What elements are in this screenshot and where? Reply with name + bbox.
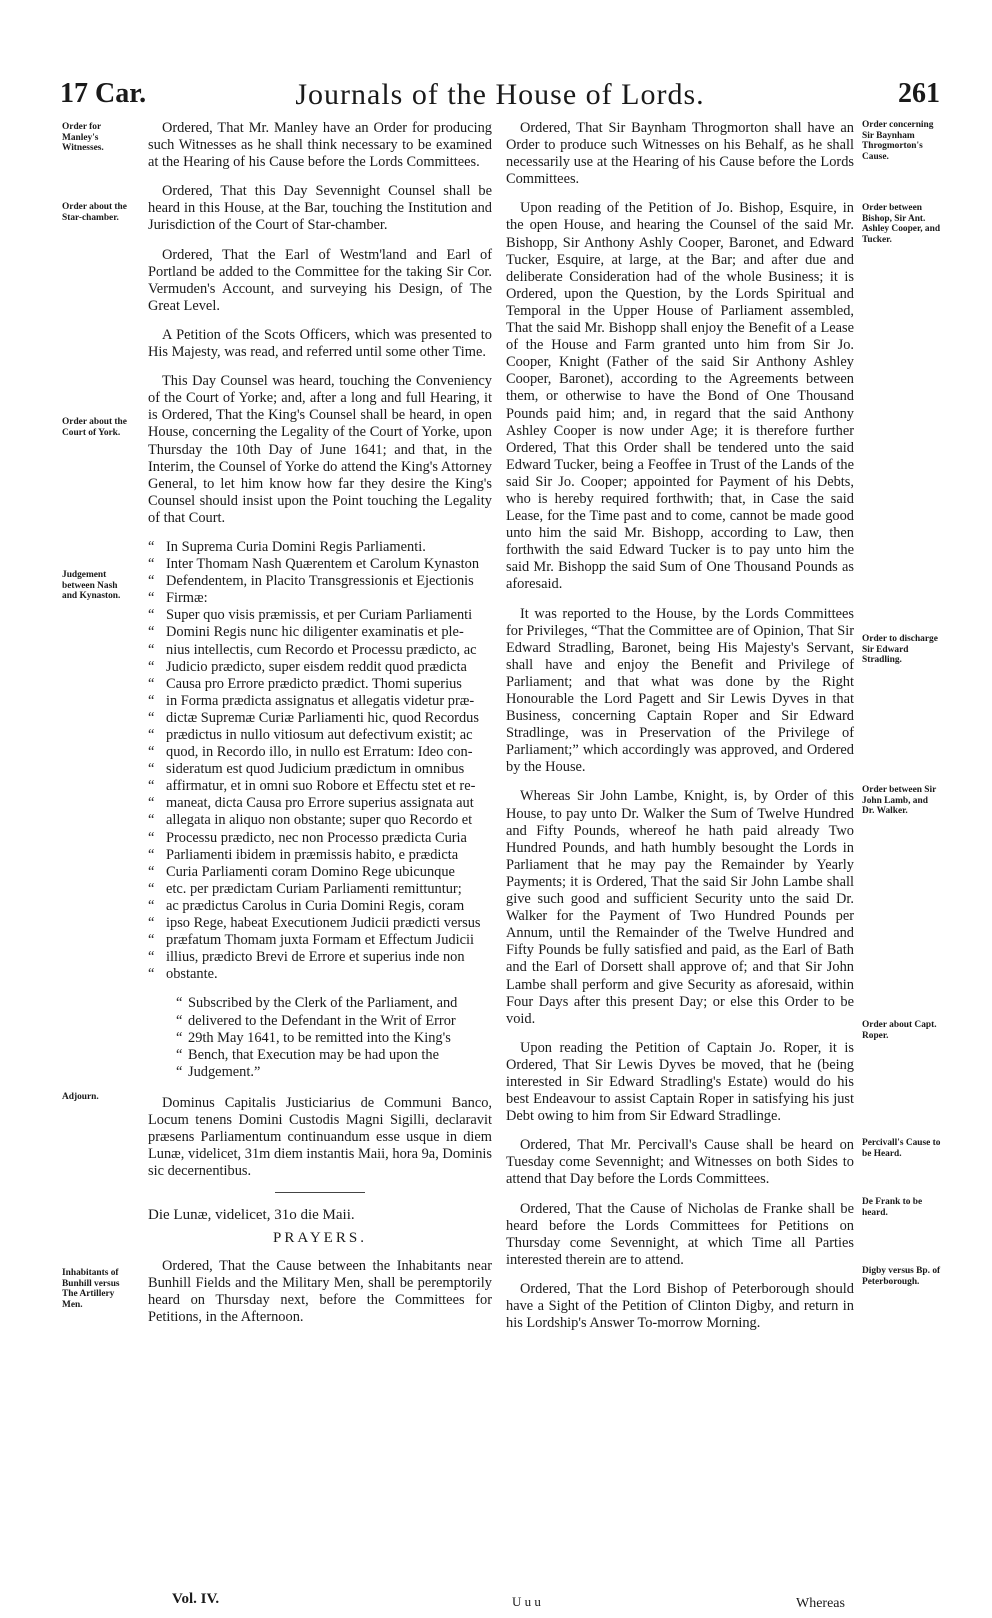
- latin-line: “ maneat, dicta Causa pro Errore superius assignata aut: [148, 795, 492, 812]
- subscribed-line: “ Subscribed by the Clerk of the Parliament, and: [176, 995, 492, 1012]
- latin-line: “ in Forma prædicta assignatus et allegatis videtur præ-: [148, 693, 492, 710]
- catchword: Whereas: [796, 1596, 845, 1611]
- latin-line: “ illius, prædicto Brevi de Errore et superius inde non: [148, 949, 492, 966]
- order-de-franke: Ordered, That the Cause of Nicholas de Franke shall be heard before the Lords Committees for Petitions on Thursday come Sevennight, at which Time all Parties interested therein are to attend.: [506, 1200, 854, 1268]
- margin-note-lambe-walker: Order between Sir John Lamb, and Dr. Walker.: [862, 785, 937, 817]
- die-heading-text: Die Lunæ, videlicet, 31o die Maii.: [148, 1207, 355, 1224]
- latin-line: “ præfatum Thomam juxta Formam et Effectum Judicii: [148, 932, 492, 949]
- latin-line: “ nius intellectis, cum Recordo et Processu prædicto, ac: [148, 642, 492, 659]
- order-digby: Ordered, That the Lord Bishop of Peterborough should have a Sight of the Petition of Clinton Digby, and return in his Lordship's Answer To-morrow Morning.: [506, 1280, 854, 1332]
- order-bishop: Upon reading of the Petition of Jo. Bishop, Esquire, in the open House, and hearing the Counsel of the said Mr. Bishopp, Sir Anthony Ashly Cooper, Baronet, and Edward Tucker, Esquire, at large, at the Bar; and after due and deliberate Consideration had of the whole Business; it is Ordered, upon the Question, by the Lords Spiritual and Temporal in the Upper House of Parliament assembled, That the said Mr. Bishopp shall enjoy the Benefit of a Lease of the House and Farm granted unto him from Sir Jo. Cooper, Knight (Father of the said Sir Anthony Ashley Cooper, Baronet), according to the Agreements between them, or otherwise to have the Bond of One Thousand Pounds paid him; and, in regard that the said Anthony Ashley Cooper is now under Age; it is therefore further Ordered, That this Order shall be tendered unto the said Edward Tucker, being a Feoffee in Trust of the Lands of the said Sir Jo. Cooper; appointed for Payment of his Debts, who is hereby required forthwith; that, in Case the said Lease, for the Time past and to come, cannot be made good unto him the said Mr. Bishopp, according to Law, then forthwith the said Edward Tucker is to pay unto him the said Mr. Bishopp the said Sum of One Thousand Pounds as aforesaid.: [506, 200, 854, 593]
- margin-note-star-chamber: Order about the Star-chamber.: [62, 202, 127, 223]
- subscribed-note: [148, 995, 492, 1080]
- report-stradling: It was reported to the House, by the Lords Committees for Privileges, “That the Committee are of Opinion, That Sir Edward Stradling, Baronet, being His Majesty's Servant, shall have and enjoy the Benefit and Privilege of Parliament; and that what was done by the Right Honourable the Lord Pagett and Sir Lewis Dyves in that Business, concerning Captain Roper and Sir Edward Stradlinge, was in Preservation of the Privilege of Parliament;” which accordingly was approved, and Ordered by the House.: [506, 605, 854, 776]
- margin-note-manley: Order for Manley's Witnesses.: [62, 122, 104, 154]
- margin-note-court-of-york: Order about the Court of York.: [62, 417, 127, 438]
- latin-line: “ affirmatur, et in omni suo Robore et Effectu stet et re-: [148, 778, 492, 795]
- page-number: 261: [898, 78, 940, 109]
- subscribed-line: “ Bench, that Execution may be had upon the: [176, 1047, 492, 1064]
- latin-line: “ allegata in aliquo non obstante; super quo Recordo et: [148, 812, 492, 829]
- order-lambe: Whereas Sir John Lambe, Knight, is, by Order of this House, to pay unto Dr. Walker the Sum of Twelve Hundred and Fifty Pounds, whereof he hath paid already Two Hundred Pounds, and hath humbly besought the Lords in Parliament that he may pay the Remainder by Yearly Payments; it is Ordered, That the said Sir John Lambe shall give such good and sufficient Security unto the said Dr. Walker for the Payment of Two Hundred Pounds per Annum, until the Remainder of the Twelve Hundred and Fifty Pounds be fully satisfied and paid, as the Earl of Bath and the Earl of Dorsett shall approve of; and that Sir John Lambe shall perform and give Security as aforesaid, within Four Days after this present Day; or else this Order to be void.: [506, 788, 854, 1027]
- signature-mark: U u u: [512, 1594, 541, 1609]
- latin-line: “ sideratum est quod Judicium prædictum in omnibus: [148, 761, 492, 778]
- adjournment-latin: Dominus Capitalis Justiciarius de Communi Banco, Locum tenens Domini Custodis Magni Sigilli, declaravit præsens Parliamentum continuandum esse usque in diem Lunæ, videlicet, 31m diem instantis Maii, hora 9a, Dominis sic decernentibus.: [148, 1094, 492, 1180]
- latin-line: “ obstante.: [148, 966, 492, 983]
- subscribed-line: “ delivered to the Defendant in the Writ of Error: [176, 1013, 492, 1030]
- latin-judgement: [148, 539, 492, 983]
- regnal-year: 17 Car.: [60, 78, 147, 109]
- latin-line: “ Defendentem, in Placito Transgressionis et Ejectionis: [148, 573, 492, 590]
- latin-line: “ Causa pro Errore prædicto prædict. Thomi superius: [148, 676, 492, 693]
- prayers-heading: PRAYERS.: [273, 1230, 367, 1247]
- latin-line: “ prædictus in nullo vitiosum aut defectivum existit; ac: [148, 727, 492, 744]
- right-column: [506, 120, 854, 1344]
- order-throgmorton: Ordered, That Sir Baynham Throgmorton shall have an Order to produce such Witnesses on his Behalf, as he shall necessarily use at the Hearing of his Cause before the Lords Committees.: [506, 120, 854, 188]
- latin-line: “ Firmæ:: [148, 590, 492, 607]
- subscribed-line: “ Judgement.”: [176, 1064, 492, 1081]
- section-divider: [275, 1192, 365, 1193]
- margin-note-bunhill: Inhabitants of Bunhill versus The Artillery Men.: [62, 1268, 120, 1310]
- order-star-chamber: Ordered, That this Day Sevennight Counsel shall be heard in this House, at the Bar, touching the Institution and Jurisdiction of the Court of Star-chamber.: [148, 183, 492, 234]
- order-portland: Ordered, That the Earl of Westm'land and Earl of Portland be added to the Committee for the taking Sir Cor. Vermuden's Account, and surveying his Design, of The Great Level.: [148, 246, 492, 314]
- latin-line: “ Domini Regis nunc hic diligenter examinatis et ple-: [148, 624, 492, 641]
- margin-note-adjourn: Adjourn.: [62, 1092, 99, 1102]
- margin-note-roper: Order about Capt. Roper.: [862, 1020, 937, 1041]
- margin-note-stradling: Order to discharge Sir Edward Stradling.: [862, 634, 938, 666]
- margin-note-throgmorton: Order concerning Sir Baynham Throgmorton's Cause.: [862, 120, 934, 162]
- scots-officers-petition: A Petition of the Scots Officers, which was presented to His Majesty, was read, and referred until some other Time.: [148, 326, 492, 361]
- latin-line: “ In Suprema Curia Domini Regis Parliamenti.: [148, 539, 492, 556]
- latin-line: “ Super quo visis præmissis, et per Curiam Parliamenti: [148, 607, 492, 624]
- order-bunhill: Ordered, That the Cause between the Inhabitants near Bunhill Fields and the Military Men, shall be peremptorily heard on Thursday next, before the Committees for Petitions, in the Afternoon.: [148, 1257, 492, 1325]
- court-of-york-order: This Day Counsel was heard, touching the Conveniency of the Court of Yorke; and, after a long and full Hearing, it is Ordered, That the King's Counsel shall be heard, in open House, concerning the Legality of the Court of Yorke, upon Thursday the 10th Day of June 1641; and that, in the Interim, the Counsel of Yorke do attend the King's Attorney General, to let him know how far they desire the King's Counsel should insist upon the Point touching the Legality of that Court.: [148, 373, 492, 526]
- margin-note-percivall: Percivall's Cause to be Heard.: [862, 1138, 941, 1159]
- order-manley: Ordered, That Mr. Manley have an Order for producing such Witnesses as he shall think necessary to be examined at the Hearing of his Cause before the Lords Committees.: [148, 120, 492, 171]
- margin-note-de-franke: De Frank to be heard.: [862, 1197, 923, 1218]
- margin-note-digby: Digby versus Bp. of Peterborough.: [862, 1266, 941, 1287]
- order-percivall: Ordered, That Mr. Percivall's Cause shall be heard on Tuesday come Sevennight; and Witnesses on both Sides to attend that Day before the Lords Committees.: [506, 1137, 854, 1188]
- journal-title: Journals of the House of Lords.: [295, 78, 705, 111]
- running-header: [60, 78, 940, 114]
- order-roper: Upon reading the Petition of Captain Jo. Roper, it is Ordered, That Sir Lewis Dyves be moved, that he (being interested in Sir Edward Stradling's Estate) would do his best Endeavour to assist Captain Roper in satisfying his just Debt owing to him from Sir Edward Stradlinge.: [506, 1039, 854, 1125]
- latin-line: “ ac prædictus Carolus in Curia Domini Regis, coram: [148, 898, 492, 915]
- subscribed-line: “ 29th May 1641, to be remitted into the King's: [176, 1030, 492, 1047]
- volume-label: Vol. IV.: [172, 1591, 220, 1607]
- latin-line: “ dictæ Supremæ Curiæ Parliamenti hic, quod Recordus: [148, 710, 492, 727]
- latin-line: “ Inter Thomam Nash Quærentem et Carolum Kynaston: [148, 556, 492, 573]
- latin-line: “ Parliamenti ibidem in præmissis habito, e prædicta: [148, 847, 492, 864]
- latin-line: “ Processu prædicto, nec non Processo prædicta Curia: [148, 830, 492, 847]
- margin-note-nash-kynaston: Judgement between Nash and Kynaston.: [62, 570, 121, 602]
- left-column: [148, 120, 492, 1338]
- latin-line: “ ipso Rege, habeat Executionem Judicii prædicti versus: [148, 915, 492, 932]
- latin-line: “ etc. per prædictam Curiam Parliamenti remittuntur;: [148, 881, 492, 898]
- latin-line: “ Judicio prædicto, super eisdem reddit quod prædicta: [148, 659, 492, 676]
- latin-line: “ Curia Parliamenti coram Domino Rege ubicunque: [148, 864, 492, 881]
- latin-line: “ quod, in Recordo illo, in nullo est Erratum: Ideo con-: [148, 744, 492, 761]
- die-heading: [148, 1207, 492, 1224]
- margin-note-bishop-cooper-tucker: Order between Bishop, Sir Ant. Ashley Cooper, and Tucker.: [862, 203, 941, 245]
